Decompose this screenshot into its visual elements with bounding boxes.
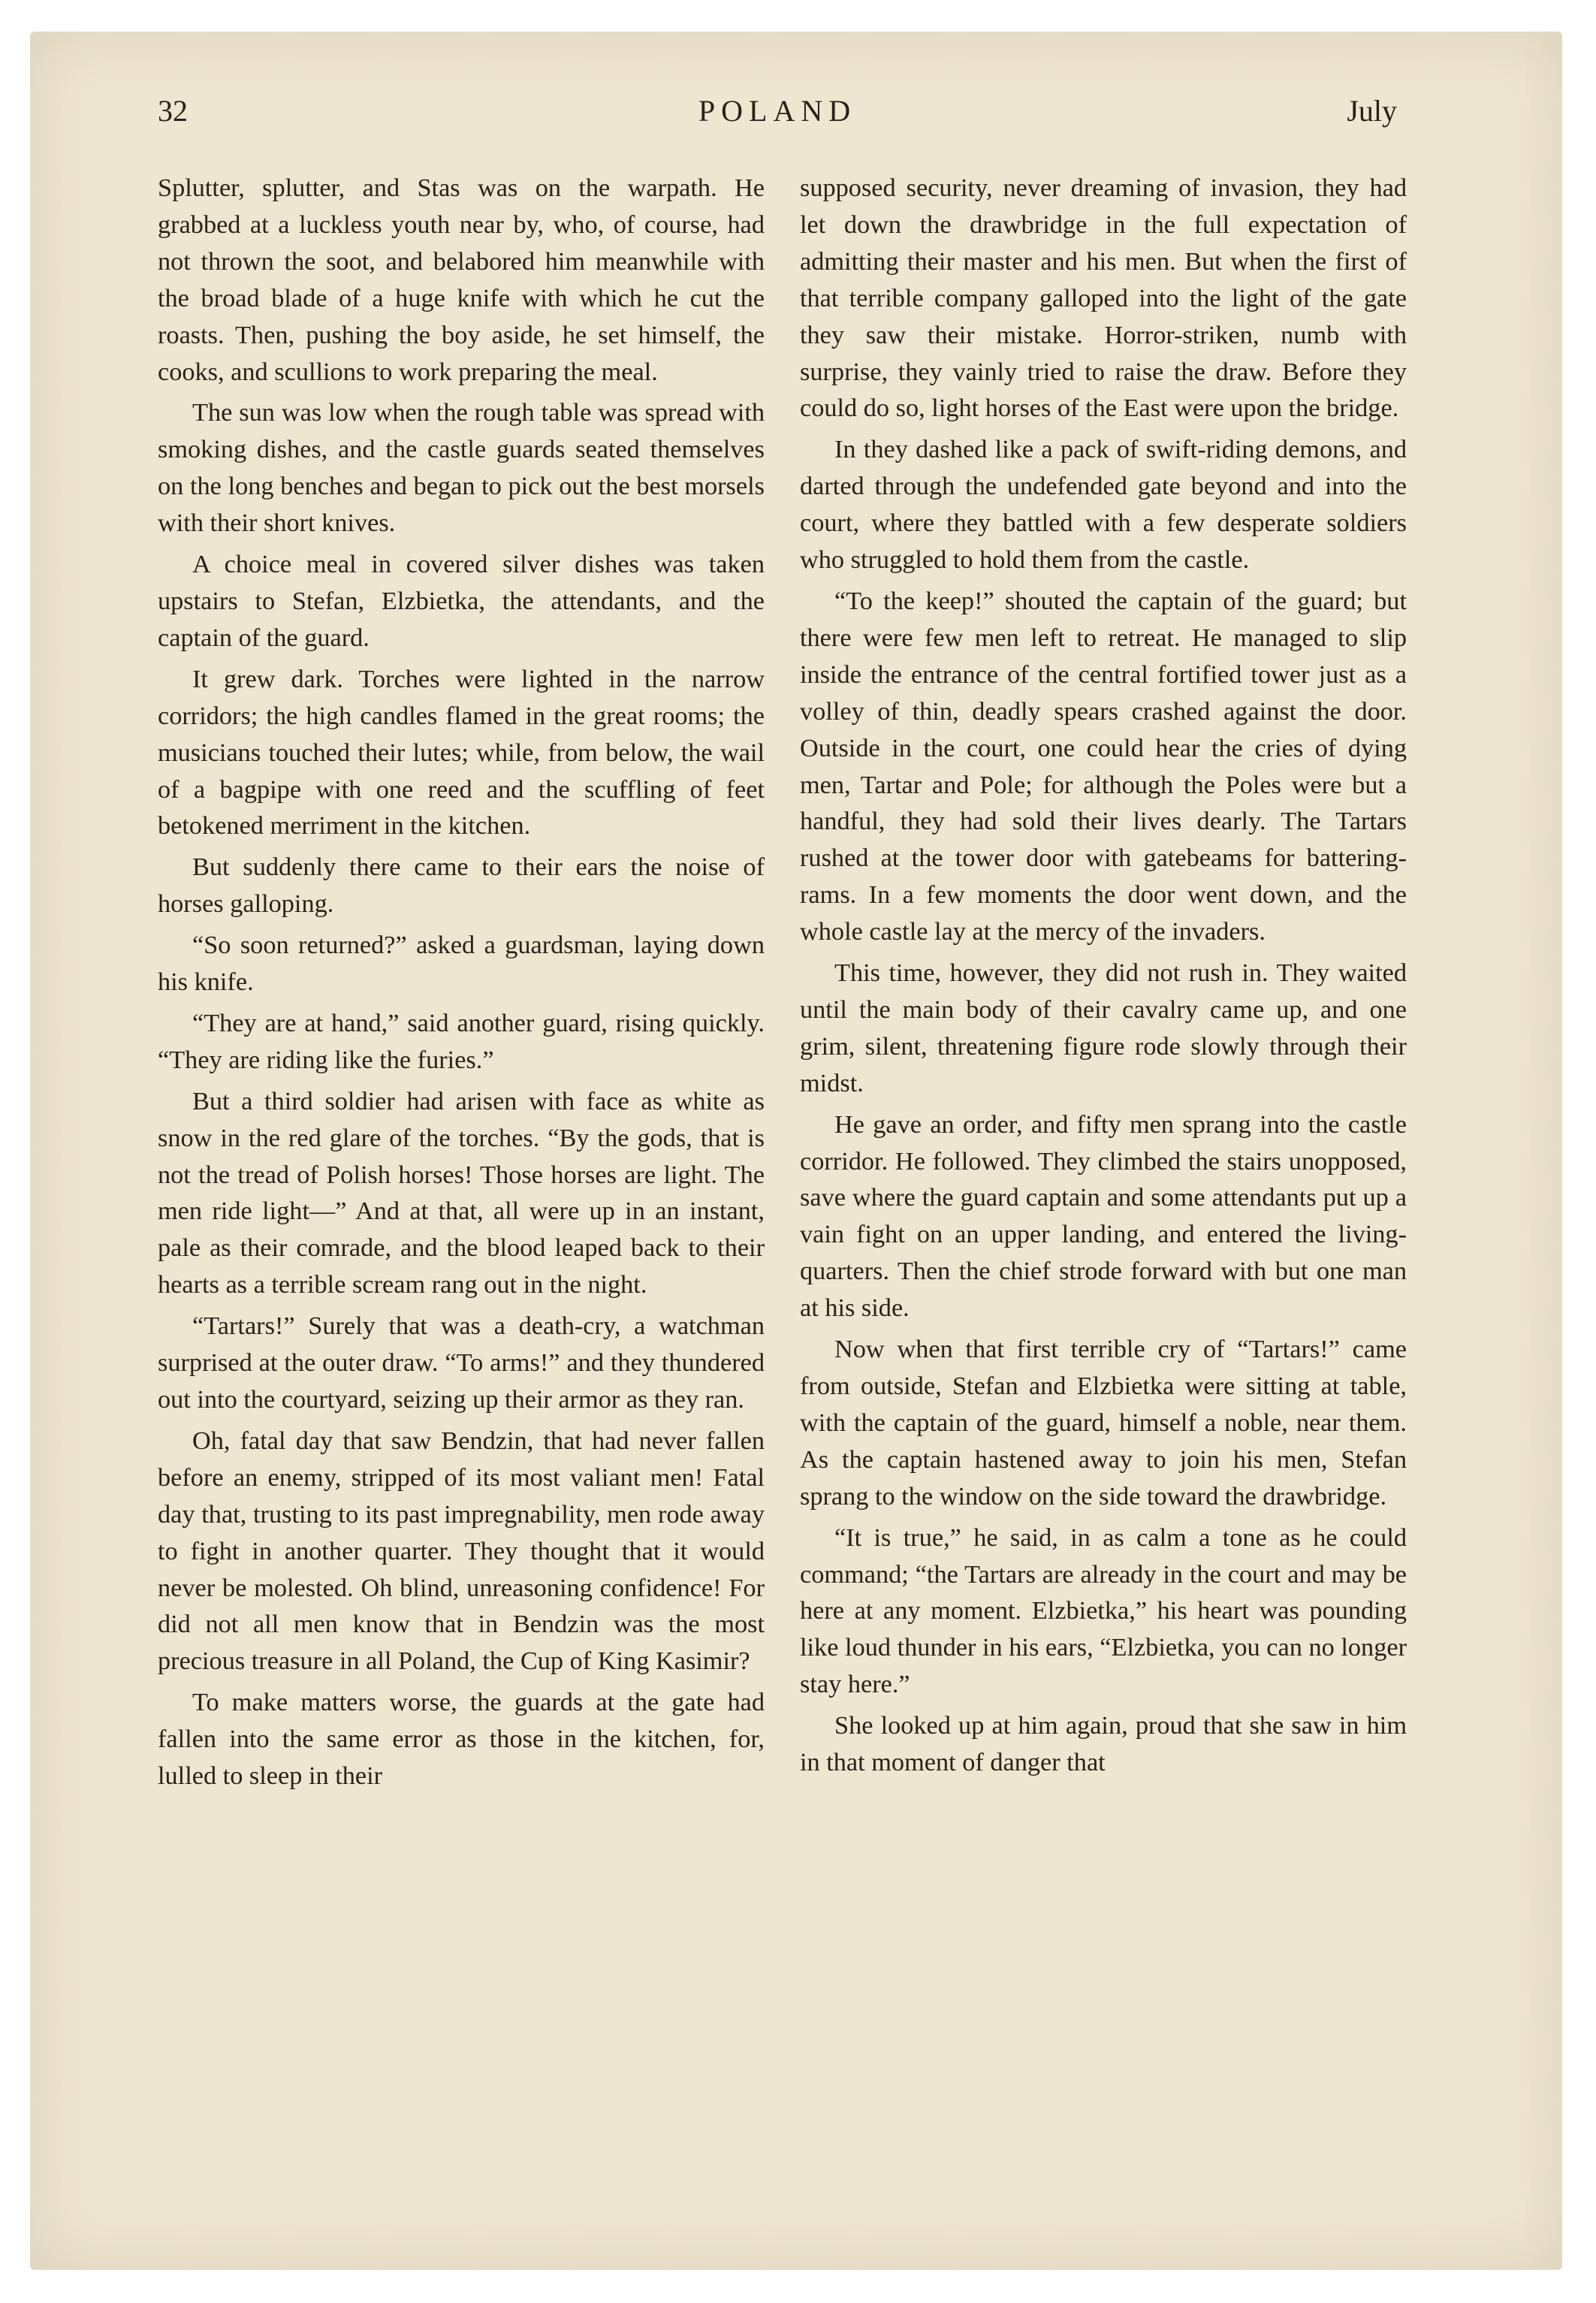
paragraph: To make matters worse, the guards at the gate had fallen into the same error as those in the kitchen, for, lulled to sleep in their [158,1688,765,1791]
issue-month: July [1347,94,1397,128]
paragraph: Now when that first terrible cry of “Tartars!” came from outside, Stefan and Elzbietka were sitting at table, with the captain of the guard, himself a noble, near them. As the captain hastened away to join his men, Stefan sprang to the window on the side toward the drawbridge. [800,1335,1407,1511]
paragraph: But suddenly there came to their ears the noise of horses galloping. [158,853,765,919]
paragraph: “To the keep!” shouted the captain of the guard; but there were few men left to retreat. He managed to slip inside the entrance of the central fortified tower just as a volley of thin, deadly spears crashed against the door. Outside in the court, one could hear the cries of dying men, Tartar and Pole; for although the Poles were but a handful, they had sold their lives dearly. The Tartars rushed at the tower door with gatebeams for battering-rams. In a few moments the door went down, and the whole castle lay at the mercy of the invaders. [800,586,1407,946]
paragraph: Splutter, splutter, and Stas was on the warpath. He grabbed at a luckless youth near by, who, of course, had not thrown the soot, and belabored him meanwhile with the broad blade of a huge knife with which he cut the roasts. Then, pushing the boy aside, he set himself, the cooks, and scullions to work preparing the meal. [158,174,765,386]
paragraph: She looked up at him again, proud that she saw in him in that moment of danger that [800,1711,1407,1777]
paragraph: The sun was low when the rough table was spread with smoking dishes, and the castle guards seated themselves on the long benches and began to pick out the best morsels with their short knives. [158,398,765,538]
paragraph: “It is true,” he said, in as calm a tone as he could command; “the Tartars are already in the court and may be here at any moment. Elzbietka,” his heart was pounding like loud thunder in his ears, “Elzbietka, you can no longer stay here.” [800,1523,1407,1699]
paragraph: supposed security, never dreaming of invasion, they had let down the drawbridge in the full expectation of admitting their master and his men. But when the first of that terrible company galloped into the light of the gate they saw their mistake. Horror-striken, numb with surprise, they vainly tried to raise the draw. Before they could do so, light horses of the East were upon the bridge. [800,174,1407,423]
paragraph: “So soon returned?” asked a guardsman, laying down his knife. [158,931,765,997]
paragraph: Oh, fatal day that saw Bendzin, that had never fallen before an enemy, stripped of its most valiant men! Fatal day that, trusting to its past impregnability, men rode away to fight in another quarter. They thought that it would never be molested. Oh blind, unreasoning confidence! For did not all men know that in Bendzin was the most precious treasure in all Poland, the Cup of King Kasimir? [158,1426,765,1676]
paragraph: It grew dark. Torches were lighted in the narrow corridors; the high candles flamed in the great rooms; the musicians touched their lutes; while, from below, the wail of a bagpipe with one reed and the scuffling of feet betokened merriment in the kitchen. [158,664,765,841]
magazine-title: POLAND [698,94,857,128]
paragraph: “Tartars!” Surely that was a death-cry, a watchman surprised at the outer draw. “To arms!” and they thundered out into the courtyard, seizing up their armor as they ran. [158,1311,765,1414]
paragraph: He gave an order, and fifty men sprang into the castle corridor. He followed. They climbed the stairs unopposed, save where the guard captain and some attendants put up a vain fight on an upper landing, and entered the living-quarters. Then the chief strode forward with but one man at his side. [800,1109,1407,1323]
left-column [158,170,765,1799]
paragraph: This time, however, they did not rush in. They waited until the main body of their cavalry came up, and one grim, silent, threatening figure rode slowly through their midst. [800,958,1407,1097]
right-column [800,170,1407,1785]
paragraph: But a third soldier had arisen with face as white as snow in the red glare of the torches. “By the gods, that is not the tread of Polish horses! Those horses are light. The men ride light—” And at that, all were up in an instant, pale as their comrade, and the blood leaped back to their hearts as a terrible scream rang out in the night. [158,1086,765,1299]
running-header [158,89,1397,134]
paragraph: “They are at hand,” said another guard, rising quickly. “They are riding like the furies.” [158,1008,765,1074]
page-number: 32 [158,94,188,128]
paragraph: In they dashed like a pack of swift-riding demons, and darted through the undefended gate beyond and into the court, where they battled with a few desperate soldiers who struggled to hold them from the castle. [800,435,1407,575]
paragraph: A choice meal in covered silver dishes was taken upstairs to Stefan, Elzbietka, the attendants, and the captain of the guard. [158,550,765,652]
